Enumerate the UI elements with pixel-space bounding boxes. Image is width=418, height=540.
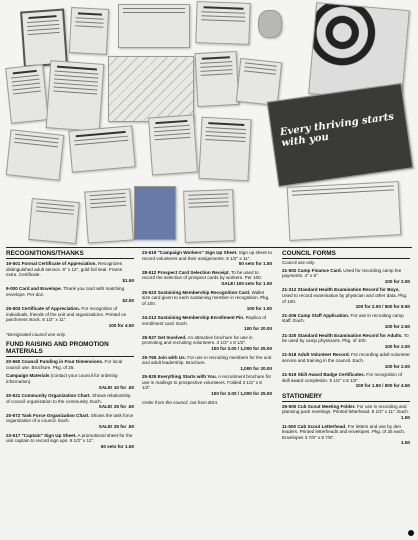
photo-stationery (198, 117, 251, 182)
section-heading: FUND RAISING AND PROMOTION MATERIALS (6, 341, 134, 357)
catalog-entry: 25-527 Get Involved. An attractive brochure for use in promoting and recruiting volunteers. 3 1/2" x 8 1/2". 100 for 3.00 / 1,000 for 25.00 (142, 334, 272, 351)
section-heading: RECOGNITIONS/THANKS (6, 250, 134, 259)
photo-card (69, 7, 109, 55)
column-right (282, 250, 410, 449)
photo-memo (84, 188, 134, 243)
photo-sheet (6, 129, 65, 180)
section-heading: COUNCIL FORMS (282, 250, 410, 259)
catalog-entry: 21-206 Camp Staff Application. For use in recruiting camp staff. Each. 100 for 2.50 (282, 312, 410, 329)
photo-chart-small (5, 64, 49, 124)
photo-form-stack (183, 189, 235, 243)
photo-pamphlet (68, 125, 135, 172)
catalog-entry: 28-512 Prospect Card Selection Receipt. To be used to record the selection of prospect cards by workers. Per 100. SALE! 100 sets for 1.50 (142, 269, 272, 286)
section-note: Order from the council, not from BSA. (142, 399, 219, 405)
photo-everything-starts-brochure (267, 83, 414, 187)
catalog-entry: 23-619 "Campaign Workers" Sign Up Sheet. Sign up sheet to record volunteers and their assignments. 8 1/2" x 11". 50 sets for 1.50 (142, 250, 272, 267)
catalog-entry: 25-525 Everything Starts with You. A recruitment brochure for use in mailings to prospective volunteers. Folded 3 1/2" x 8 1/2". 100 for 3.00 / 1,000 for 25.00 (142, 374, 272, 397)
catalog-entry: 11-500 Cub Scout Letterhead. For letters and use by den leaders. Printed letterheads and envelopes. Pkg. of 25 each. Envelopes 3 7/8" x 8 7/8". 1.50 (282, 423, 410, 446)
catalog-entry: 9-000 Card and Envelope. Thank you card with matching envelope. Per doz. $2.50 (6, 286, 134, 303)
section-note: *Designated council use only. (6, 331, 66, 337)
photo-booklet (195, 1, 250, 45)
catalog-entry: 25-523 Sustaining Membership Recognition Card. Wallet size card given to each sustaining member in recognition. Pkg. of 100. 100 for 1.00 (142, 289, 272, 312)
catalog-entry: Campaign Materials (contact your council for ordering information). SALE! 10 for .50 (6, 373, 134, 390)
catalog-entry: 21-312 Standard Health Examination Record for Boys. Used to record examination by physician and other data. Pkg. of 100. 100 for 2.00 / 500 for 8.50 (282, 287, 410, 310)
section-subheading: Council use only. (282, 260, 316, 265)
catalog-entry: 25-503 Certificate of Appreciation. For recognition of individuals, friends of the unit and organizations. Printed on parchment stock. 8 1/2" x 11". 100 for 4.50 (6, 306, 134, 328)
photo-pin (258, 10, 282, 38)
catalog-entry: 20-621 Community Organization Chart. Shows relationship of council organization to the community. Each. SALE! 25 for .50 (6, 393, 134, 410)
catalog-entry: 20-560 Council Funding in Four Dimensions. For local council use. Brochure. Pkg. of 25. (6, 359, 123, 370)
catalog-entry: 24-212 Sustaining Membership Enrollment Pin. Replica of enrollment card. Each. 100 for 20.00 (142, 314, 272, 332)
column-left (6, 250, 134, 452)
catalog-entry: 20-672 Task Force Organization Chart. Shows the task force organization of a council. Each. SALE! 25 for .50 (6, 412, 134, 430)
brochure-cover-title: Every thriving starts with you (279, 111, 395, 150)
catalog-entry: 21-320 Standard Health Examination Record for Adults. To be used by camp physicians. Pkg. of 100. 100 for 2.00 (282, 332, 410, 349)
catalog-entry: 19-501 Formal Certificate of Appreciation. Recognizes distinguished adult service. 9" x 12", gold foil seal. Frame extra. Certificate. $1.50 (6, 261, 134, 283)
photo-envelope (118, 4, 190, 48)
photo-forms-2 (236, 58, 282, 106)
catalog-entry: 26-500 Cub Scout Meeting Folder. For use in recording and planning pack meetings. Printed letterhead. 8 1/2" x 11". Each. 1.50 (282, 403, 410, 421)
catalog-entry: 21-519 Skill Award Badge Certificates. For recognition of skill award completion. 5 1/2" x 8 1/2". 100 for 1.50 / 500 for 4.50 (282, 372, 410, 389)
photo-letterhead (148, 114, 198, 175)
photo-certificate (20, 9, 68, 68)
section-divider (6, 247, 412, 248)
section-heading: STATIONERY (282, 393, 410, 402)
photo-logo-poster (134, 186, 176, 240)
photo-clear-sleeves (287, 181, 402, 241)
catalog-entry: 25-765 Join with Us. For use in recruiting members for the unit and adult leadership. Brochure. 1,000 for 20.00 (142, 354, 272, 371)
catalog-entry: 23-617 "Captain" Sign Up Sheet. A promotional sheet for the unit captain to record sign ups. 8 1/2" x 11". 50 sets for 1.50 (6, 432, 134, 449)
column-middle (142, 250, 272, 405)
photo-folder-stack (108, 56, 194, 122)
page-marker-dot (408, 530, 414, 536)
catalog-entry: 21-518 Adult Volunteer Record. For recording adult volunteer service and training in the council. Each. 100 for 2.00 (282, 352, 410, 369)
catalog-entry: 21-502 Camp Finance Card. Used for recording camp fee payments. 4" x 6". 100 for 2.00 (282, 267, 410, 284)
product-photo-collage (0, 0, 418, 246)
photo-memo-2 (28, 198, 79, 244)
photo-forms (195, 51, 240, 107)
photo-sign-up-sheet (46, 60, 105, 132)
